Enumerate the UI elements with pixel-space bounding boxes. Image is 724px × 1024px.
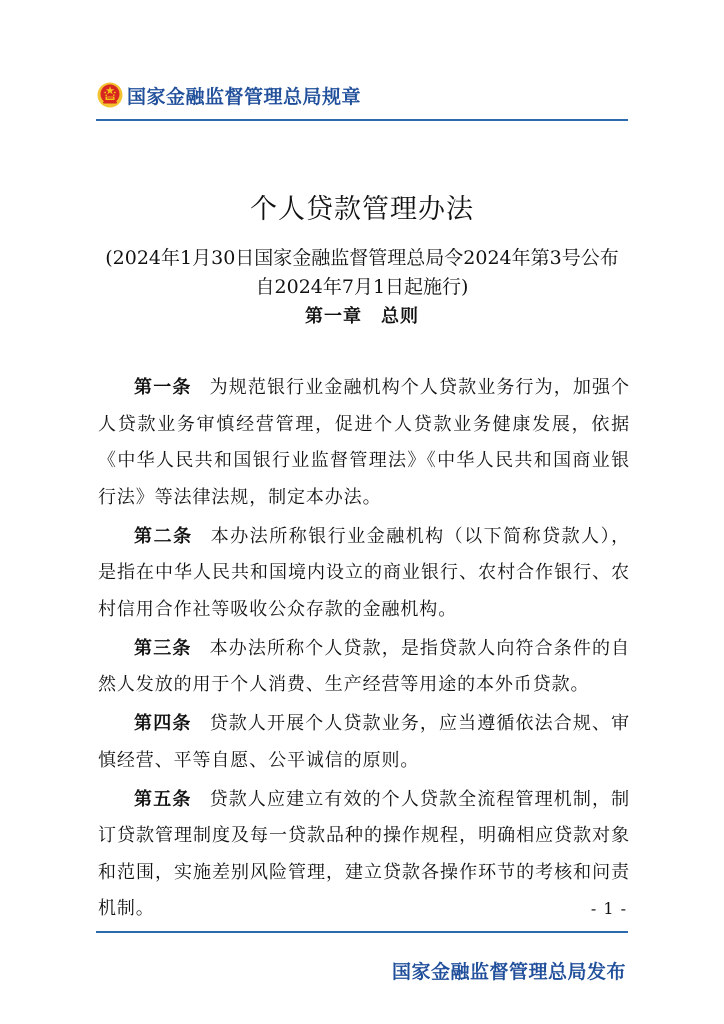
article-label: 第二条: [134, 525, 193, 547]
article-label: 第一条: [134, 377, 192, 398]
article-text: 本办法所称银行业金融机构（以下简称贷款人），是指在中华人民共和国境内设立的商业银行、农村合作银行、农村信用合作社等吸收公众存款的金融机构。: [98, 525, 630, 620]
article-2: [98, 519, 630, 629]
article-label: 第三条: [134, 637, 192, 659]
article-text: 本办法所称个人贷款，是指贷款人向符合条件的自然人发放的用于个人消费、生产经营等用途的本外币贷款。: [98, 637, 630, 696]
header-title: 国家金融监督管理总局规章: [127, 85, 362, 108]
article-label: 第四条: [134, 713, 192, 735]
chapter-heading: 第一章 总则: [305, 306, 419, 327]
article-3: [98, 631, 630, 704]
document-body: [98, 370, 630, 930]
article-5: [98, 782, 630, 928]
article-1: [98, 370, 630, 516]
national-emblem-icon: [97, 82, 123, 108]
document-subtitle: (2024年1月30日国家金融监督管理总局令2024年第3号公布 自2024年7月1日起施行): [105, 247, 638, 298]
document-title: 个人贷款管理办法: [250, 194, 474, 225]
article-text: 贷款人开展个人贷款业务，应当遵循依法合规、审慎经营、平等自愿、公平诚信的原则。: [98, 713, 630, 771]
page-number: - 1 -: [590, 899, 627, 918]
article-4: [98, 706, 630, 779]
article-text: 为规范银行业金融机构个人贷款业务行为，加强个人贷款业务审慎经营管理，促进个人贷款业务健康发展，依据《中华人民共和国银行业监督管理法》《中华人民共和国商业银行法》等法律法规，制定本办法。: [98, 377, 630, 508]
article-text: 贷款人应建立有效的个人贷款全流程管理机制，制订贷款管理制度及每一贷款品种的操作规程，明确相应贷款对象和范围，实施差别风险管理，建立贷款各操作环节的考核和问责机制。: [98, 788, 630, 920]
footer-divider: [96, 931, 628, 933]
page-header: [97, 78, 628, 112]
article-label: 第五条: [134, 788, 192, 810]
header-divider: [96, 119, 628, 121]
footer-publisher: 国家金融监督管理总局发布: [391, 961, 626, 983]
